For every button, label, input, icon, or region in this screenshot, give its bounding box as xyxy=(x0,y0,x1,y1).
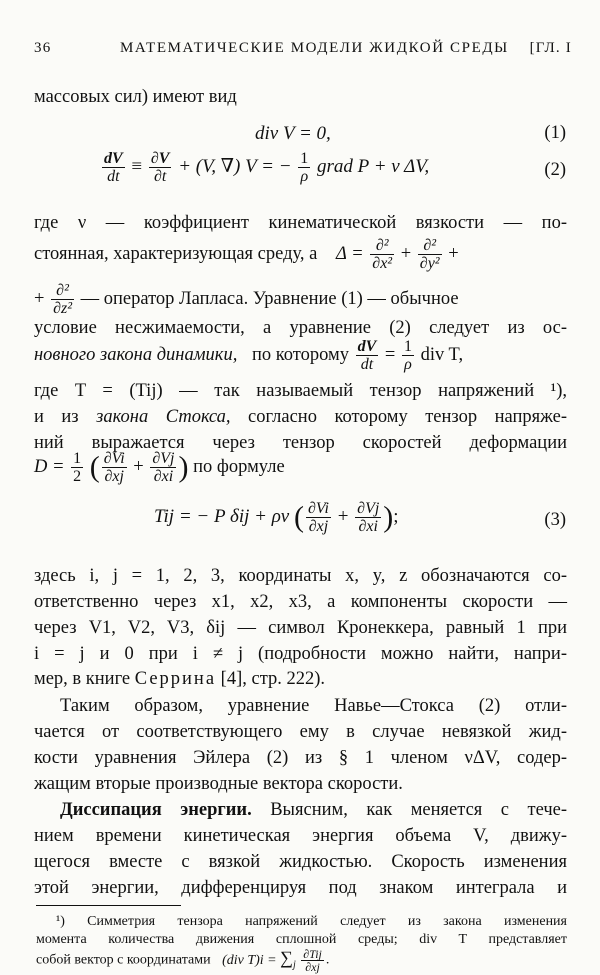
para1-line7: и из закона Стокса, согласно которому тензор напряже- xyxy=(34,407,568,427)
frac-eq3-vj: $\frac{\partial Vj}{\partial xi}$ xyxy=(357,500,380,535)
para4-line1: Диссипация энергии. Выясним, как меняется с тече- xyxy=(60,800,568,820)
frac-one-rho: $\frac{1}{\rho}$ xyxy=(300,150,309,185)
para1-line8: ний выражается через тензор скоростей деформации xyxy=(34,433,567,453)
para4-line2: нием времени кинетическая энергия объема V, движу- xyxy=(34,826,567,846)
para1-line1: где ν — коэффициент кинематической вязкости — по- xyxy=(34,213,567,233)
footnote-rule xyxy=(36,905,181,906)
para3-line3: кости уравнения Эйлера (2) из § 1 членом νΔV, содер- xyxy=(34,748,567,768)
para2-line1: здесь i, j = 1, 2, 3, координаты x, y, z обозначаются со- xyxy=(34,566,567,586)
para3-line1: Таким образом, уравнение Навье—Стокса (2) отли- xyxy=(60,696,567,716)
para1-line6: где T = (Tij) — так называемый тензор напряжений ¹), xyxy=(34,381,567,401)
para4-line3: щегося вместе с вязкой жидкостью. Скорость изменения xyxy=(34,852,567,872)
frac-laplace-x: $\frac{\text{∂²}}{\text{∂x²}}$ xyxy=(372,237,393,272)
frac-dv-dt-inline: $\frac{dV}{dt}$ xyxy=(357,338,377,373)
frac-laplace-y: $\frac{\text{∂²}}{\text{∂y²}}$ xyxy=(419,237,440,272)
para1-line4: условие несжимаемости, а уравнение (2) следует из ос- xyxy=(34,318,567,338)
para1-line2: стоянная, характеризующая среду, а Δ = $\frac{\text{∂²}}{\text{∂x²}}$ + $\frac{\text{∂²}}{\text{∂y²}}$ + xyxy=(34,237,459,272)
para3-line4: жащим вторые производные вектора скорости. xyxy=(34,774,403,794)
author-name: Серрина xyxy=(134,669,217,689)
section-heading: Диссипация энергии. xyxy=(60,800,252,820)
para1-line5: новного закона динамики, по которому $\frac{dV}{dt}$ = $\frac{1}{\rho}$ div T, xyxy=(34,338,464,373)
equation-1-number: (1) xyxy=(544,123,566,143)
frac-dvj-dxi: $\frac{\partial Vj}{\partial xi}$ xyxy=(152,450,175,485)
frac-laplace-z: $\frac{\text{∂²}}{\text{∂z²}}$ xyxy=(53,282,72,317)
footnote-line3: собой вектор с координатами (div $T)i = \sum_j$ $\frac{\text{∂Tij}}{\partial xj}$ . xyxy=(36,947,330,974)
para4-line4: этой энергии, дифференцируя под знаком интеграла и xyxy=(34,878,567,898)
para3-line2: чается от соответствующего ему в случае невязкой жид- xyxy=(34,722,567,742)
frac-eq3-vi: $\frac{\partial Vi}{\partial xj}$ xyxy=(308,500,329,535)
frac-partial-v-t: $\frac{\partial V}{\partial t}$ xyxy=(150,150,170,185)
footnote-line1: ¹) Симметрия тензора напряжений следует из закона изменения xyxy=(56,914,567,929)
frac-dtij-dxj: $\frac{\text{∂Tij}}{\partial xj}$ xyxy=(303,947,322,974)
para2-line5: мер, в книге Серрина [4], стр. 222). xyxy=(34,669,326,689)
equation-2-number: (2) xyxy=(544,160,566,180)
equation-2: $\frac{dV}{dt}$ ≡ $\frac{\partial V}{\partial t}$ + (V, ∇) V = − $\frac{1}{\rho}$ grad P + ν ΔV, xyxy=(104,150,430,185)
frac-dv-dt: $\frac{dV}{dt}$ xyxy=(104,150,123,185)
running-header xyxy=(34,40,572,64)
equation-3: Tij = − P δij + ρν ( $\frac{\partial Vi}{\partial xj}$ + $\frac{\partial Vj}{\partial xi}$ ); xyxy=(154,500,399,535)
para2-line4: i = j и 0 при i ≠ j (подробности можно найти, напри- xyxy=(34,644,567,664)
para2-line2: ответственно через x1, x2, x3, а компоненты скорости — xyxy=(34,592,567,612)
equation-3-number: (3) xyxy=(544,510,566,530)
running-title: МАТЕМАТИЧЕСКИЕ МОДЕЛИ ЖИДКОЙ СРЕДЫ xyxy=(120,40,509,56)
frac-dvi-dxj: $\frac{\partial Vi}{\partial xj}$ xyxy=(103,450,125,485)
equation-1: div V = 0, xyxy=(255,123,331,144)
footnote-line2: момента количества движения сплошной среды; div T представляет xyxy=(36,932,567,947)
frac-half: $\frac{1}{2}$ xyxy=(73,450,82,485)
page-number: 36 xyxy=(34,40,52,56)
intro-line: массовых сил) имеют вид xyxy=(34,87,237,107)
para2-line3: через V1, V2, V3, δij — символ Кронеккера, равный 1 при xyxy=(34,618,567,638)
frac-one-rho-inline: $\frac{1}{\rho}$ xyxy=(403,338,412,373)
para1-line9: D = $\frac{1}{2}$ ( $\frac{\partial Vi}{\partial xj}$ + $\frac{\partial Vj}{\partial xi}$ ) по формуле xyxy=(34,450,285,485)
para1-line3: + $\frac{\text{∂²}}{\text{∂z²}}$ — оператор Лапласа. Уравнение (1) — обычное xyxy=(34,282,459,317)
chapter-label: [ГЛ. I xyxy=(529,40,572,56)
